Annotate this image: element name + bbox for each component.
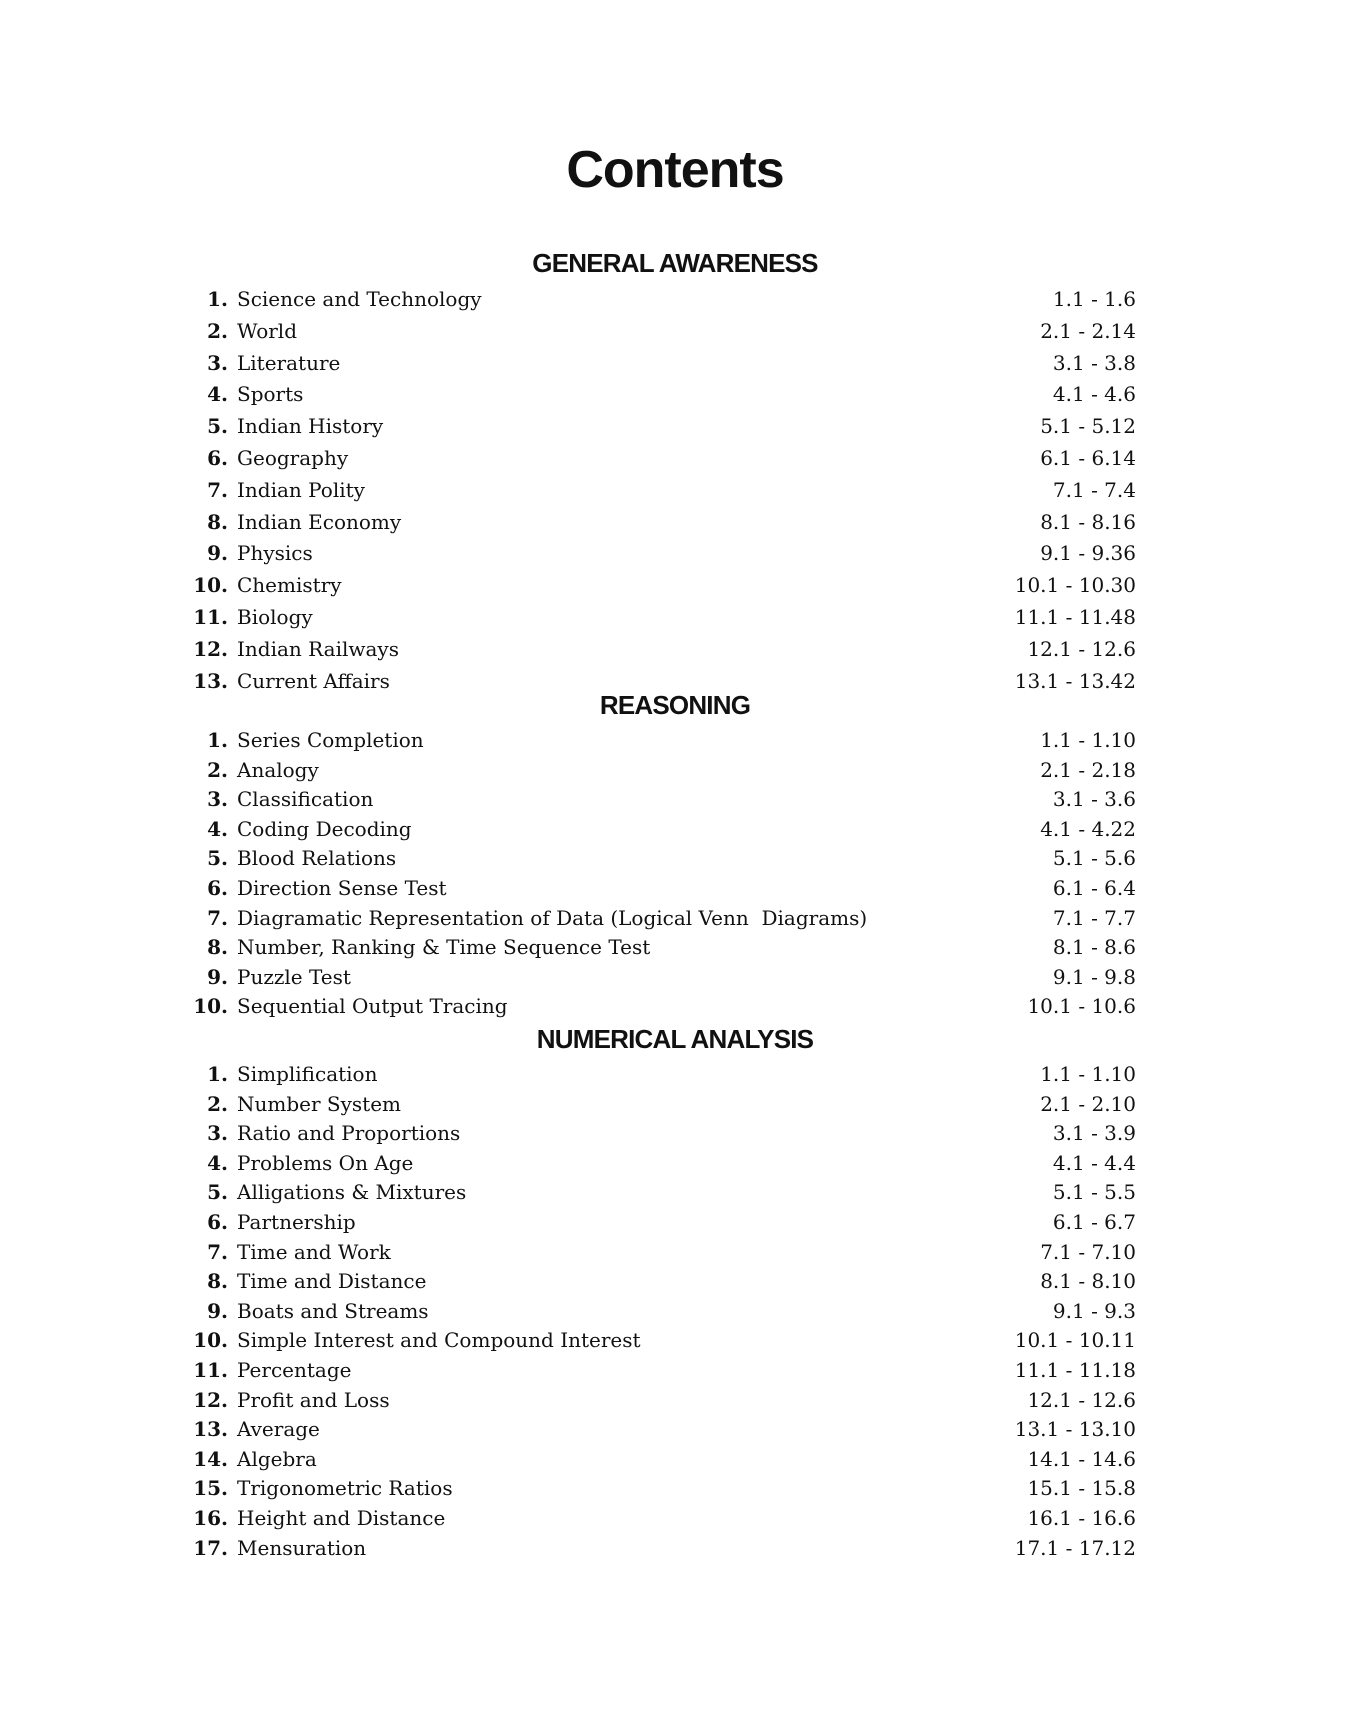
entry-title: Partnership xyxy=(237,1209,356,1234)
entry-title: Puzzle Test xyxy=(237,964,351,989)
entry-title: Sports xyxy=(237,382,304,407)
toc-entry[interactable] xyxy=(190,443,1136,475)
entry-pages: 2.1 - 2.10 xyxy=(1040,1091,1136,1116)
entry-number: 3. xyxy=(207,1121,228,1146)
entry-number: 2. xyxy=(207,757,228,782)
entry-number: 8. xyxy=(207,1269,228,1294)
entry-title: Time and Distance xyxy=(237,1269,427,1294)
entry-number: 2. xyxy=(207,1091,228,1116)
toc-entry[interactable] xyxy=(190,1534,1136,1564)
toc-list-reasoning xyxy=(190,726,1136,1022)
entry-number: 13. xyxy=(193,668,228,693)
toc-entry[interactable] xyxy=(190,726,1136,756)
entry-pages: 13.1 - 13.10 xyxy=(1014,1417,1136,1442)
entry-number: 5. xyxy=(207,1180,228,1205)
entry-pages: 6.1 - 6.14 xyxy=(1040,445,1136,470)
entry-title: Direction Sense Test xyxy=(237,875,447,900)
toc-entry[interactable] xyxy=(190,570,1136,602)
entry-pages: 13.1 - 13.42 xyxy=(1014,668,1136,693)
toc-entry[interactable] xyxy=(190,756,1136,786)
toc-entry[interactable] xyxy=(190,1474,1136,1504)
entry-number: 9. xyxy=(207,964,228,989)
entry-title: Physics xyxy=(237,541,313,566)
entry-number: 16. xyxy=(193,1505,228,1530)
entry-number: 5. xyxy=(207,846,228,871)
toc-entry[interactable] xyxy=(190,844,1136,874)
entry-title: Sequential Output Tracing xyxy=(237,994,508,1019)
entry-number: 1. xyxy=(207,287,228,311)
toc-entry[interactable] xyxy=(190,1238,1136,1268)
entry-number: 6. xyxy=(207,1209,228,1234)
entry-pages: 10.1 - 10.11 xyxy=(1014,1328,1136,1353)
entry-pages: 8.1 - 8.16 xyxy=(1040,509,1136,534)
entry-number: 6. xyxy=(207,445,228,470)
entry-pages: 3.1 - 3.6 xyxy=(1052,787,1136,812)
entry-pages: 7.1 - 7.4 xyxy=(1052,477,1136,502)
entry-title: Problems On Age xyxy=(237,1150,414,1175)
entry-pages: 9.1 - 9.8 xyxy=(1052,964,1136,989)
entry-pages: 10.1 - 10.6 xyxy=(1027,994,1136,1019)
toc-entry[interactable] xyxy=(190,1090,1136,1120)
entry-title: Time and Work xyxy=(237,1239,391,1264)
entry-pages: 10.1 - 10.30 xyxy=(1014,573,1136,598)
entry-pages: 3.1 - 3.9 xyxy=(1052,1121,1136,1146)
toc-entry[interactable] xyxy=(190,1326,1136,1356)
entry-title: Indian Economy xyxy=(237,509,402,534)
entry-number: 10. xyxy=(193,994,228,1019)
entry-pages: 7.1 - 7.10 xyxy=(1040,1239,1136,1264)
entry-pages: 16.1 - 16.6 xyxy=(1027,1505,1136,1530)
entry-title: Diagramatic Representation of Data (Logical Venn Diagrams) xyxy=(237,905,868,930)
entry-pages: 4.1 - 4.4 xyxy=(1052,1150,1136,1175)
toc-entry[interactable] xyxy=(190,992,1136,1022)
entry-number: 8. xyxy=(207,935,228,960)
entry-title: Algebra xyxy=(237,1446,317,1471)
entry-number: 5. xyxy=(207,414,228,439)
toc-entry[interactable] xyxy=(190,815,1136,845)
entry-pages: 5.1 - 5.12 xyxy=(1040,414,1136,439)
entry-title: Geography xyxy=(237,445,349,470)
entry-title: Profit and Loss xyxy=(237,1387,390,1412)
entry-title: Boats and Streams xyxy=(237,1298,429,1323)
page-title: Contents xyxy=(566,141,784,199)
entry-title: Simplification xyxy=(237,1062,378,1086)
entry-number: 10. xyxy=(193,573,228,598)
entry-pages: 14.1 - 14.6 xyxy=(1027,1446,1136,1471)
entry-title: Alligations & Mixtures xyxy=(237,1180,467,1205)
entry-number: 10. xyxy=(193,1328,228,1353)
entry-number: 11. xyxy=(193,604,228,629)
toc-entry[interactable] xyxy=(190,284,1136,316)
toc-entry[interactable] xyxy=(190,1119,1136,1149)
toc-entry[interactable] xyxy=(190,874,1136,904)
entry-pages: 2.1 - 2.14 xyxy=(1040,318,1136,343)
toc-entry[interactable] xyxy=(190,538,1136,570)
entry-pages: 6.1 - 6.7 xyxy=(1052,1209,1136,1234)
toc-entry[interactable] xyxy=(190,1208,1136,1238)
entry-pages: 11.1 - 11.48 xyxy=(1014,604,1136,629)
entry-pages: 17.1 - 17.12 xyxy=(1014,1535,1136,1560)
section-heading-numerical-analysis: NUMERICAL ANALYSIS xyxy=(536,1024,814,1054)
entry-pages: 1.1 - 1.6 xyxy=(1052,287,1136,311)
entry-pages: 8.1 - 8.6 xyxy=(1052,935,1136,960)
entry-number: 1. xyxy=(207,1062,228,1086)
toc-entry[interactable] xyxy=(190,933,1136,963)
toc-entry[interactable] xyxy=(190,348,1136,380)
toc-entry[interactable] xyxy=(190,379,1136,411)
entry-number: 12. xyxy=(193,636,228,661)
entry-pages: 9.1 - 9.3 xyxy=(1052,1298,1136,1323)
toc-entry[interactable] xyxy=(190,1415,1136,1445)
toc-entry[interactable] xyxy=(190,963,1136,993)
toc-entry[interactable] xyxy=(190,507,1136,539)
toc-entry[interactable] xyxy=(190,1297,1136,1327)
entry-title: Literature xyxy=(237,350,341,375)
entry-title: Percentage xyxy=(237,1357,352,1382)
toc-entry[interactable] xyxy=(190,1178,1136,1208)
entry-number: 7. xyxy=(207,1239,228,1264)
entry-number: 3. xyxy=(207,787,228,812)
toc-entry[interactable] xyxy=(190,411,1136,443)
entry-number: 7. xyxy=(207,905,228,930)
toc-entry[interactable] xyxy=(190,634,1136,666)
entry-title: Indian Railways xyxy=(237,636,399,661)
entry-title: Simple Interest and Compound Interest xyxy=(237,1328,641,1353)
toc-entry[interactable] xyxy=(190,1356,1136,1386)
entry-title: Current Affairs xyxy=(237,668,390,693)
entry-pages: 5.1 - 5.5 xyxy=(1052,1180,1136,1205)
toc-list-numerical-analysis xyxy=(190,1060,1136,1563)
toc-entry[interactable] xyxy=(190,1149,1136,1179)
toc-entry[interactable] xyxy=(190,1060,1136,1090)
entry-number: 6. xyxy=(207,875,228,900)
entry-number: 9. xyxy=(207,541,228,566)
entry-pages: 3.1 - 3.8 xyxy=(1052,350,1136,375)
entry-pages: 2.1 - 2.18 xyxy=(1040,757,1136,782)
entry-number: 13. xyxy=(193,1417,228,1442)
toc-entry[interactable] xyxy=(190,316,1136,348)
entry-number: 11. xyxy=(193,1357,228,1382)
entry-title: Average xyxy=(237,1417,320,1442)
entry-title: Series Completion xyxy=(237,728,424,752)
toc-entry[interactable] xyxy=(190,602,1136,634)
entry-number: 17. xyxy=(193,1535,228,1560)
entry-pages: 12.1 - 12.6 xyxy=(1027,1387,1136,1412)
entry-title: Biology xyxy=(237,604,313,629)
entry-number: 9. xyxy=(207,1298,228,1323)
entry-pages: 5.1 - 5.6 xyxy=(1052,846,1136,871)
toc-entry[interactable] xyxy=(190,904,1136,934)
entry-number: 1. xyxy=(207,728,228,752)
entry-title: Height and Distance xyxy=(237,1505,446,1530)
toc-entry[interactable] xyxy=(190,475,1136,507)
entry-pages: 1.1 - 1.10 xyxy=(1040,728,1136,752)
toc-entry[interactable] xyxy=(190,1267,1136,1297)
toc-entry[interactable] xyxy=(190,1386,1136,1416)
entry-title: Trigonometric Ratios xyxy=(237,1476,453,1501)
entry-pages: 4.1 - 4.22 xyxy=(1040,816,1136,841)
entry-title: Indian Polity xyxy=(237,477,365,502)
toc-entry[interactable] xyxy=(190,785,1136,815)
entry-pages: 11.1 - 11.18 xyxy=(1014,1357,1136,1382)
entry-title: Science and Technology xyxy=(237,287,482,311)
section-heading-general-awareness: GENERAL AWARENESS xyxy=(532,248,818,278)
entry-title: Coding Decoding xyxy=(237,816,412,841)
entry-title: Classification xyxy=(237,787,374,812)
entry-title: Indian History xyxy=(237,414,384,439)
entry-number: 3. xyxy=(207,350,228,375)
entry-number: 15. xyxy=(193,1476,228,1501)
entry-number: 12. xyxy=(193,1387,228,1412)
section-heading-reasoning: REASONING xyxy=(599,690,751,720)
entry-title: Number, Ranking & Time Sequence Test xyxy=(237,935,651,960)
entry-pages: 9.1 - 9.36 xyxy=(1040,541,1136,566)
entry-pages: 1.1 - 1.10 xyxy=(1040,1062,1136,1086)
entry-pages: 7.1 - 7.7 xyxy=(1052,905,1136,930)
entry-title: Blood Relations xyxy=(237,846,397,871)
entry-number: 8. xyxy=(207,509,228,534)
entry-number: 4. xyxy=(207,816,228,841)
toc-entry[interactable] xyxy=(190,1504,1136,1534)
entry-pages: 4.1 - 4.6 xyxy=(1052,382,1136,407)
entry-number: 14. xyxy=(193,1446,228,1471)
toc-list-general-awareness xyxy=(190,284,1136,697)
entry-title: Chemistry xyxy=(237,573,342,598)
entry-title: Ratio and Proportions xyxy=(237,1121,461,1146)
toc-entry[interactable] xyxy=(190,1445,1136,1475)
entry-title: Mensuration xyxy=(237,1535,367,1560)
entry-pages: 12.1 - 12.6 xyxy=(1027,636,1136,661)
entry-pages: 6.1 - 6.4 xyxy=(1052,875,1136,900)
entry-title: World xyxy=(237,318,297,343)
entry-number: 2. xyxy=(207,318,228,343)
entry-number: 4. xyxy=(207,382,228,407)
entry-number: 7. xyxy=(207,477,228,502)
entry-title: Number System xyxy=(237,1091,402,1116)
entry-pages: 8.1 - 8.10 xyxy=(1040,1269,1136,1294)
entry-title: Analogy xyxy=(237,757,319,782)
entry-number: 4. xyxy=(207,1150,228,1175)
entry-pages: 15.1 - 15.8 xyxy=(1027,1476,1136,1501)
